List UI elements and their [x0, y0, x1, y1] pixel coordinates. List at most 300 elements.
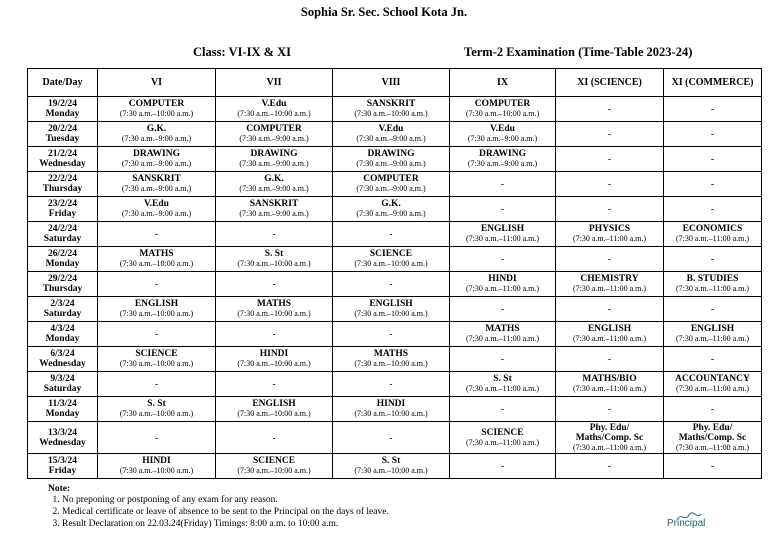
- timing-text: (7:30 a.m.–10:00 a.m.): [237, 466, 311, 475]
- day-text: Thursday: [42, 284, 83, 294]
- subject-text: -: [272, 229, 276, 239]
- exam-cell: [664, 454, 762, 479]
- timing-text: (7:30 a.m.–11:00 a.m.): [572, 384, 647, 393]
- exam-cell: [556, 272, 664, 297]
- timing-text: (7:30 a.m.–11:00 a.m.): [465, 234, 540, 243]
- subject-text: MATHS: [139, 249, 174, 259]
- school-name: Sophia Sr. Sec. School Kota Jn.: [300, 5, 468, 19]
- exam-cell: [98, 322, 216, 347]
- subject-text: MATHS/BIO: [582, 374, 637, 384]
- day-text: Thursday: [42, 184, 83, 194]
- exam-cell: [556, 247, 664, 272]
- timing-text: (7:30 a.m.–9:00 a.m.): [239, 134, 309, 143]
- day-text: Friday: [48, 209, 77, 219]
- timing-text: (7:30 a.m.–9:00 a.m.): [121, 159, 192, 168]
- subject-text: -: [501, 304, 504, 314]
- exam-cell: [556, 372, 664, 397]
- subject-text: -: [608, 154, 611, 164]
- subject-text: -: [155, 379, 158, 389]
- date-cell: [28, 172, 98, 197]
- header-row: [28, 69, 762, 97]
- subject-text: -: [711, 254, 714, 264]
- timing-text: (7:30 a.m.–10:00 a.m.): [354, 309, 428, 318]
- timing-text: (7:30 a.m.–11:00 a.m.): [465, 284, 540, 293]
- day-text: Monday: [45, 409, 80, 419]
- subject-text-line2: Maths/Comp. Sc: [575, 432, 644, 443]
- date-cell: [28, 272, 98, 297]
- subject-text: ENGLISH: [480, 224, 525, 234]
- exam-cell: [216, 172, 333, 197]
- timing-text: (7:30 a.m.–11:00 a.m.): [675, 334, 750, 343]
- exam-cell: [556, 97, 664, 122]
- day-text: Monday: [45, 334, 80, 344]
- exam-cell: [333, 222, 450, 247]
- exam-cell: [333, 422, 450, 454]
- timing-text: (7:30 a.m.–9:00 a.m.): [121, 209, 192, 218]
- subject-text: HINDI: [259, 349, 289, 359]
- table-row: [28, 222, 762, 247]
- subject-text: -: [501, 179, 504, 189]
- subject-text: -: [501, 254, 504, 264]
- subject-text: CHEMISTRY: [580, 274, 639, 284]
- date-text: 24/2/24: [47, 224, 78, 234]
- subject-text: -: [272, 279, 276, 289]
- exam-cell: [333, 454, 450, 479]
- timing-text: (7:30 a.m.–11:00 a.m.): [572, 234, 647, 243]
- exam-cell: [216, 122, 333, 147]
- timing-text: (7:30 a.m.–9:00 a.m.): [239, 209, 309, 218]
- exam-cell: [333, 347, 450, 372]
- table-row: [28, 297, 762, 322]
- subject-text: MATHS: [485, 324, 520, 334]
- day-text: Monday: [45, 109, 80, 119]
- exam-cell: [333, 272, 450, 297]
- timing-text: (7:30 a.m.–11:00 a.m.): [675, 284, 750, 293]
- day-text: Wednesday: [39, 437, 86, 448]
- exam-cell: [664, 122, 762, 147]
- timing-text: (7:30 a.m.–9:00 a.m.): [356, 134, 426, 143]
- exam-cell: [450, 422, 556, 454]
- table-row: [28, 422, 762, 454]
- subject-text: COMPUTER: [474, 99, 531, 109]
- exam-cell: [333, 197, 450, 222]
- subject-text: -: [389, 379, 393, 389]
- column-header: XI (COMMERCE): [664, 69, 762, 97]
- exam-cell: [556, 454, 664, 479]
- day-text: Wednesday: [39, 359, 86, 369]
- exam-cell: [98, 297, 216, 322]
- column-header: XI (SCIENCE): [556, 69, 664, 97]
- subject-text: S. St: [493, 374, 512, 384]
- timing-text: (7:30 a.m.–10:00 a.m.): [119, 359, 194, 368]
- date-text: 4/3/24: [50, 324, 75, 334]
- table-row: [28, 347, 762, 372]
- subject-text: -: [711, 304, 714, 314]
- timing-text: (7:30 a.m.–10:00 a.m.): [354, 109, 428, 118]
- exam-cell: [556, 297, 664, 322]
- exam-cell: [333, 122, 450, 147]
- day-text: Friday: [48, 466, 77, 476]
- exam-cell: [216, 397, 333, 422]
- table-row: [28, 454, 762, 479]
- subject-text: -: [501, 354, 504, 364]
- exam-cell: [664, 397, 762, 422]
- table-row: [28, 197, 762, 222]
- exam-cell: [664, 147, 762, 172]
- exam-cell: [450, 147, 556, 172]
- notes-heading: Note:: [48, 484, 71, 494]
- subject-text: -: [389, 229, 393, 239]
- timing-text: (7:30 a.m.–11:00 a.m.): [675, 384, 750, 393]
- exam-cell: [664, 222, 762, 247]
- exam-cell: [216, 147, 333, 172]
- subject-text: -: [272, 432, 276, 443]
- date-text: 19/2/24: [47, 99, 78, 109]
- exam-cell: [98, 347, 216, 372]
- table-row: [28, 272, 762, 297]
- timing-text: (7:30 a.m.–10:00 a.m.): [237, 109, 311, 118]
- subject-text: -: [155, 229, 158, 239]
- exam-cell: [333, 322, 450, 347]
- exam-cell: [664, 347, 762, 372]
- exam-cell: [333, 297, 450, 322]
- exam-cell: [450, 397, 556, 422]
- timing-text: (7:30 a.m.–10:00 a.m.): [354, 359, 428, 368]
- exam-cell: [664, 172, 762, 197]
- subject-text: -: [608, 354, 611, 364]
- subject-text: -: [711, 204, 714, 214]
- timing-text: (7:30 a.m.–10:00 a.m.): [237, 309, 311, 318]
- date-text: 23/2/24: [47, 199, 78, 209]
- day-text: Saturday: [43, 384, 82, 394]
- timing-text: (7:30 a.m.–11:00 a.m.): [572, 334, 647, 343]
- exam-cell: [556, 322, 664, 347]
- timing-text: (7:30 a.m.–9:00 a.m.): [356, 159, 426, 168]
- subject-text: V.Edu: [144, 199, 169, 209]
- date-text: 22/2/24: [47, 174, 78, 184]
- date-cell: [28, 372, 98, 397]
- subject-text: V.Edu: [378, 124, 404, 134]
- date-text: 11/3/24: [48, 399, 77, 409]
- exam-cell: [98, 222, 216, 247]
- exam-cell: [98, 147, 216, 172]
- subject-text: -: [155, 329, 158, 339]
- subject-text: G.K.: [146, 124, 167, 134]
- timing-text: (7:30 a.m.–10:00 a.m.): [119, 309, 194, 318]
- notes-list: [44, 494, 389, 530]
- timing-text: (7:30 a.m.–10:00 a.m.): [119, 466, 194, 475]
- principal-label: Principal: [667, 518, 706, 529]
- subject-text: ENGLISH: [134, 299, 179, 309]
- note-item: 2. Medical certificate or leave of absence to be sent to the Principal on the days of leave.: [62, 506, 389, 518]
- timing-text: (7:30 a.m.–10:00 a.m.): [119, 409, 194, 418]
- timetable: [27, 68, 762, 479]
- subject-text: -: [389, 329, 393, 339]
- exam-cell: [664, 297, 762, 322]
- column-header: Date/Day: [28, 69, 98, 97]
- date-cell: [28, 222, 98, 247]
- subject-text: -: [608, 179, 611, 189]
- column-header: VI: [98, 69, 216, 97]
- subject-text: B. STUDIES: [686, 274, 739, 284]
- exam-cell: [556, 122, 664, 147]
- subject-text: -: [272, 329, 276, 339]
- table-row: [28, 147, 762, 172]
- date-text: 13/3/24: [47, 427, 78, 438]
- exam-cell: [98, 397, 216, 422]
- subject-text: -: [711, 154, 714, 164]
- column-header: VIII: [333, 69, 450, 97]
- exam-cell: [98, 172, 216, 197]
- exam-cell: [664, 422, 762, 454]
- table-row: [28, 172, 762, 197]
- timing-text: (7:30 a.m.–11:00 a.m.): [465, 437, 540, 447]
- subject-text: V.Edu: [261, 99, 287, 109]
- exam-cell: [664, 322, 762, 347]
- exam-cell: [450, 272, 556, 297]
- exam-cell: [216, 247, 333, 272]
- subject-text: -: [155, 279, 158, 289]
- subject-text: V.Edu: [490, 124, 515, 134]
- subject-text: COMPUTER: [246, 124, 302, 134]
- date-text: 15/3/24: [47, 456, 78, 466]
- subject-text: SCIENCE: [135, 349, 178, 359]
- timing-text: (7:30 a.m.–10:00 a.m.): [237, 409, 311, 418]
- exam-cell: [664, 372, 762, 397]
- subject-text: -: [711, 354, 714, 364]
- subject-text: DRAWING: [479, 149, 526, 159]
- exam-cell: [98, 422, 216, 454]
- day-text: Monday: [45, 259, 80, 269]
- subject-text: -: [501, 204, 504, 214]
- term-label: Term-2 Examination (Time-Table 2023-24): [464, 45, 693, 59]
- subject-text: SCIENCE: [481, 427, 524, 438]
- date-text: 26/2/24: [47, 249, 78, 259]
- exam-cell: [556, 147, 664, 172]
- date-cell: [28, 147, 98, 172]
- subject-text: -: [608, 254, 611, 264]
- exam-cell: [98, 247, 216, 272]
- subject-text: ACCOUNTANCY: [675, 374, 750, 384]
- subject-text: -: [608, 304, 611, 314]
- exam-cell: [450, 454, 556, 479]
- subject-text: -: [155, 432, 158, 443]
- exam-cell: [216, 222, 333, 247]
- note-item: 3. Result Declaration on 22.03.24(Friday) Timings: 8:00 a.m. to 10:00 a.m.: [62, 518, 389, 530]
- timing-text: (7:30 a.m.–9:00 a.m.): [239, 184, 309, 193]
- subject-text: -: [389, 279, 393, 289]
- timing-text: (7:30 a.m.–10:00 a.m.): [354, 409, 428, 418]
- subject-text: S. St: [147, 399, 166, 409]
- timing-text: (7:30 a.m.–11:00 a.m.): [572, 442, 647, 452]
- table-row: [28, 247, 762, 272]
- subject-text: G.K.: [381, 199, 401, 209]
- subject-text: -: [711, 179, 714, 189]
- subject-text: Phy. Edu/: [589, 422, 630, 433]
- exam-cell: [556, 172, 664, 197]
- exam-cell: [450, 172, 556, 197]
- date-cell: [28, 397, 98, 422]
- exam-cell: [450, 97, 556, 122]
- column-header: IX: [450, 69, 556, 97]
- exam-cell: [333, 147, 450, 172]
- subject-text: SCIENCE: [252, 456, 296, 466]
- exam-cell: [98, 372, 216, 397]
- exam-cell: [98, 454, 216, 479]
- subject-text: SANSKRIT: [132, 174, 181, 184]
- subject-text: -: [608, 204, 611, 214]
- exam-cell: [333, 397, 450, 422]
- timing-text: (7:30 a.m.–11:00 a.m.): [572, 284, 647, 293]
- subject-text: ENGLISH: [587, 324, 632, 334]
- subject-text: SCIENCE: [369, 249, 413, 259]
- subject-text: SANSKRIT: [249, 199, 299, 209]
- timing-text: (7:30 a.m.–11:00 a.m.): [675, 234, 750, 243]
- subject-text: COMPUTER: [128, 99, 185, 109]
- date-cell: [28, 297, 98, 322]
- exam-cell: [450, 197, 556, 222]
- note-item: 1. No preponing or postponing of any exam for any reason.: [62, 494, 389, 506]
- exam-cell: [450, 247, 556, 272]
- timing-text: (7:30 a.m.–9:00 a.m.): [356, 209, 426, 218]
- exam-cell: [556, 397, 664, 422]
- timing-text: (7:30 a.m.–11:00 a.m.): [465, 384, 540, 393]
- table-row: [28, 122, 762, 147]
- date-cell: [28, 322, 98, 347]
- exam-cell: [333, 172, 450, 197]
- subject-text: -: [272, 379, 276, 389]
- day-text: Wednesday: [39, 159, 86, 169]
- table-row: [28, 372, 762, 397]
- timing-text: (7:30 a.m.–10:00 a.m.): [119, 259, 194, 268]
- subject-text: ENGLISH: [369, 299, 413, 309]
- day-text: Tuesday: [45, 134, 80, 144]
- subject-text: -: [711, 129, 714, 139]
- exam-cell: [216, 422, 333, 454]
- exam-cell: [98, 97, 216, 122]
- timing-text: (7:30 a.m.–9:00 a.m.): [467, 134, 538, 143]
- subject-text: Phy. Edu/: [692, 422, 733, 433]
- subject-text: SANSKRIT: [366, 99, 416, 109]
- timing-text: (7:30 a.m.–10:00 a.m.): [119, 109, 194, 118]
- date-cell: [28, 347, 98, 372]
- date-cell: [28, 454, 98, 479]
- exam-cell: [216, 197, 333, 222]
- exam-cell: [556, 197, 664, 222]
- exam-cell: [333, 97, 450, 122]
- subject-text: -: [501, 404, 504, 414]
- timing-text: (7:30 a.m.–10:00 a.m.): [354, 259, 428, 268]
- subject-text: HINDI: [376, 399, 406, 409]
- timing-text: (7:30 a.m.–9:00 a.m.): [121, 184, 192, 193]
- subject-text: S. St: [381, 456, 401, 466]
- subject-text: G.K.: [264, 174, 284, 184]
- exam-cell: [216, 97, 333, 122]
- timing-text: (7:30 a.m.–11:00 a.m.): [465, 334, 540, 343]
- subject-text: ENGLISH: [690, 324, 735, 334]
- subject-text: PHYSICS: [588, 224, 631, 234]
- timing-text: (7:30 a.m.–9:00 a.m.): [356, 184, 426, 193]
- exam-cell: [98, 272, 216, 297]
- timing-text: (7:30 a.m.–9:00 a.m.): [467, 159, 538, 168]
- exam-cell: [450, 372, 556, 397]
- class-label: Class: VI-IX & XI: [193, 45, 292, 59]
- exam-cell: [450, 222, 556, 247]
- exam-cell: [556, 347, 664, 372]
- exam-cell: [98, 122, 216, 147]
- timing-text: (7:30 a.m.–10:00 a.m.): [237, 259, 311, 268]
- subject-text: -: [711, 404, 714, 414]
- date-text: 6/3/24: [50, 349, 75, 359]
- subject-text: -: [608, 104, 611, 114]
- table-row: [28, 397, 762, 422]
- timetable-body: [28, 97, 762, 479]
- subject-text: COMPUTER: [363, 174, 419, 184]
- column-header: VII: [216, 69, 333, 97]
- exam-cell: [216, 347, 333, 372]
- date-text: 2/3/24: [50, 299, 75, 309]
- timing-text: (7:30 a.m.–10:00 a.m.): [237, 359, 311, 368]
- day-text: Saturday: [43, 309, 82, 319]
- exam-cell: [450, 297, 556, 322]
- table-row: [28, 322, 762, 347]
- exam-cell: [664, 247, 762, 272]
- exam-cell: [450, 322, 556, 347]
- subject-text: ENGLISH: [252, 399, 296, 409]
- subject-text: -: [608, 404, 611, 414]
- date-cell: [28, 247, 98, 272]
- exam-cell: [664, 197, 762, 222]
- subject-text: -: [711, 104, 714, 114]
- subject-text: -: [501, 461, 504, 471]
- exam-cell: [216, 372, 333, 397]
- subject-text: -: [608, 129, 611, 139]
- date-text: 21/2/24: [47, 149, 78, 159]
- subject-text: -: [711, 461, 714, 471]
- exam-cell: [556, 222, 664, 247]
- date-cell: [28, 422, 98, 454]
- date-text: 29/2/24: [47, 274, 78, 284]
- date-cell: [28, 197, 98, 222]
- exam-cell: [450, 122, 556, 147]
- exam-cell: [333, 247, 450, 272]
- timing-text: (7:30 a.m.–10:00 a.m.): [354, 466, 428, 475]
- exam-cell: [664, 272, 762, 297]
- subject-text: DRAWING: [133, 149, 180, 159]
- day-text: Saturday: [43, 234, 82, 244]
- subject-text: ECONOMICS: [682, 224, 743, 234]
- table-row: [28, 97, 762, 122]
- subject-text: S. St: [264, 249, 284, 259]
- exam-cell: [333, 372, 450, 397]
- timing-text: (7:30 a.m.–10:00 a.m.): [465, 109, 540, 118]
- date-text: 20/2/24: [47, 124, 78, 134]
- subject-text: -: [608, 461, 611, 471]
- date-cell: [28, 122, 98, 147]
- exam-cell: [98, 197, 216, 222]
- timing-text: (7:30 a.m.–9:00 a.m.): [121, 134, 192, 143]
- subject-text: DRAWING: [367, 149, 415, 159]
- exam-cell: [216, 454, 333, 479]
- exam-cell: [450, 347, 556, 372]
- exam-cell: [216, 297, 333, 322]
- subject-text: HINDI: [142, 456, 171, 466]
- subject-text: MATHS: [373, 349, 409, 359]
- date-text: 9/3/24: [50, 374, 75, 384]
- subject-text: HINDI: [488, 274, 517, 284]
- timing-text: (7:30 a.m.–9:00 a.m.): [239, 159, 309, 168]
- exam-cell: [216, 272, 333, 297]
